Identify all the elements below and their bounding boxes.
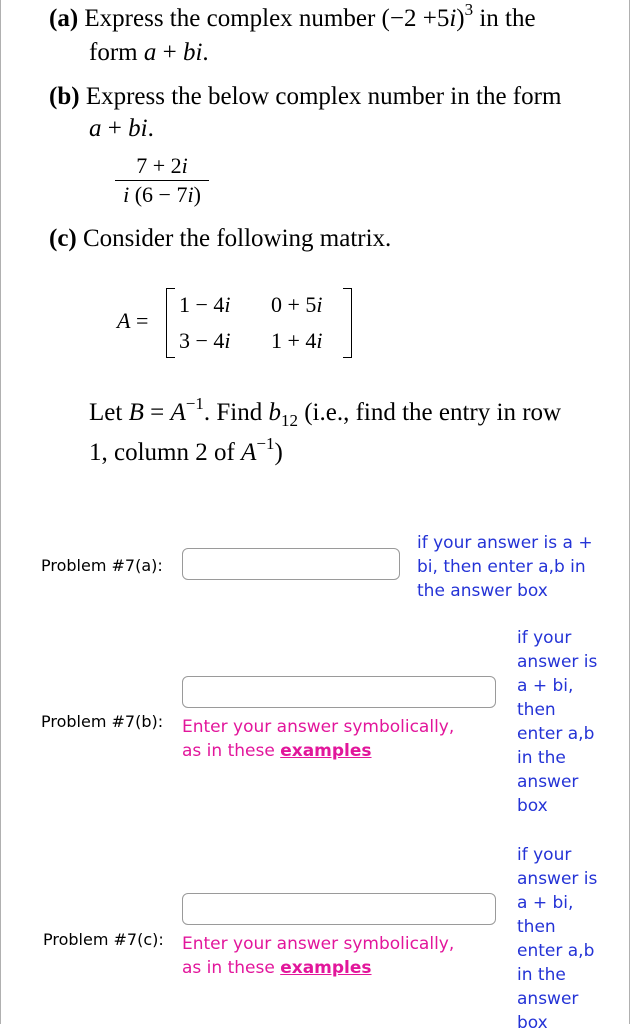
- fraction-denominator: i (6 − 7i): [123, 182, 201, 207]
- matrix-left-bracket: [166, 288, 175, 358]
- part-a-question: (a) Express the complex number $(-2 +5i)^3$ in the: [49, 0, 536, 32]
- part-b-line2: a + bi.: [89, 115, 154, 142]
- problem-7b-examples-link[interactable]: examples: [280, 741, 372, 761]
- problem-7b-label: Problem #7(b):: [41, 712, 164, 731]
- matrix-cell-2-1: 3 − 4i: [179, 328, 231, 353]
- problem-7c-examples-link[interactable]: examples: [280, 958, 372, 978]
- matrix-cell-1-2: 0 + 5i: [271, 292, 323, 317]
- part-b-question: (b) Express the below complex number in the form: [49, 83, 562, 110]
- problem-7a-label: Problem #7(a):: [41, 556, 163, 575]
- part-a-line2: form a + bi.: [89, 39, 209, 66]
- problem-7c-symbolic-note: Enter your answer symbolically, as in these examples: [182, 934, 455, 978]
- part-c-find-line2: 1, column 2 of $A^{-1}$): [89, 434, 283, 466]
- problem-7c-answer-input[interactable]: [182, 893, 496, 925]
- part-c-find-line1: Let $B = A^{-1}$. Find $b_{12}$ (i.e., find the entry in row: [89, 394, 562, 430]
- matrix-label: A =: [117, 308, 149, 333]
- matrix-cell-2-2: 1 + 4i: [271, 328, 323, 353]
- problem-7c-label: Problem #7(c):: [43, 930, 164, 949]
- problem-7b-hint: if your answer is a + bi, then enter a,b in the answer box: [517, 628, 598, 816]
- matrix-cell-1-1: 1 − 4i: [179, 292, 231, 317]
- problem-7a-answer-input[interactable]: [182, 548, 400, 580]
- problem-7b-answer-input[interactable]: [182, 676, 496, 708]
- part-c-question: (c) Consider the following matrix.: [49, 225, 392, 252]
- complex-fraction: [113, 152, 211, 209]
- fraction-numerator: 7 + 2i: [136, 153, 188, 178]
- problem-7b-symbolic-note: Enter your answer symbolically, as in these examples: [182, 717, 455, 761]
- problem-7c-hint: if your answer is a + bi, then enter a,b in the answer box: [517, 845, 598, 1033]
- problem-7a-hint: if your answer is a + bi, then enter a,b in the answer box: [417, 533, 593, 601]
- matrix-right-bracket: [343, 288, 352, 358]
